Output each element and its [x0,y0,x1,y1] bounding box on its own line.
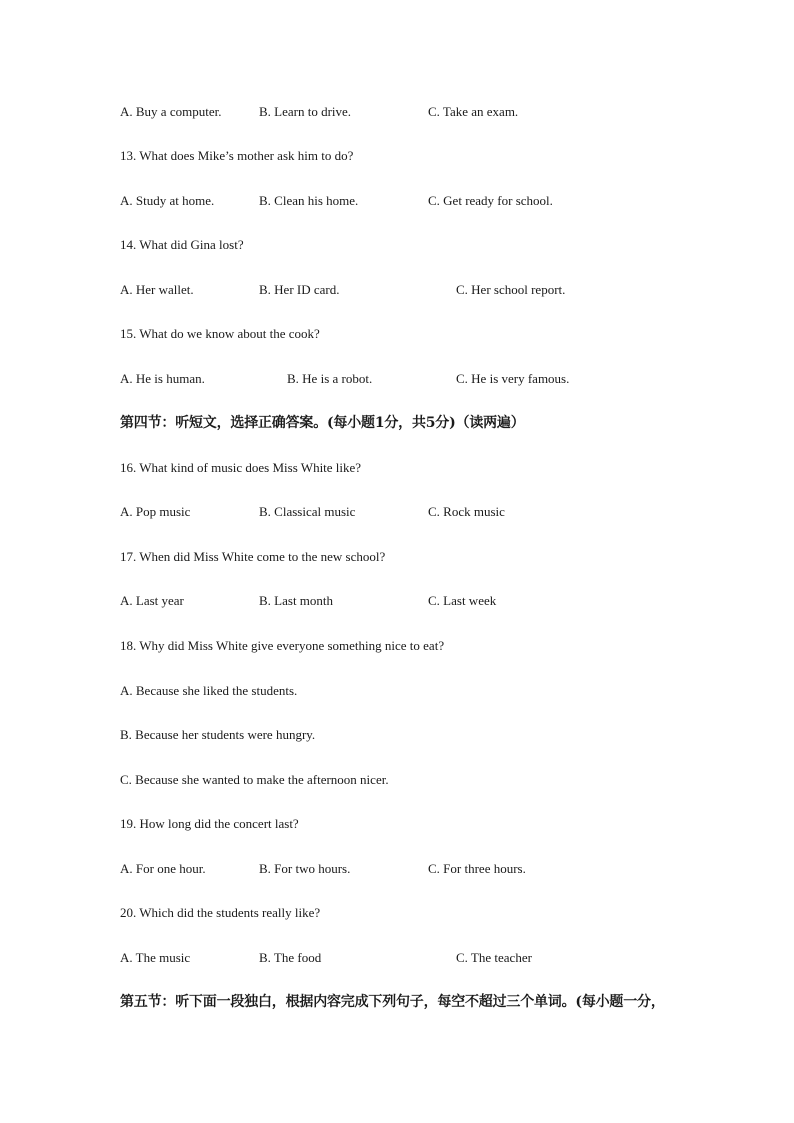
section-4-heading: 第四节：听短文，选择正确答案。(每小题1分，共5分)（读两遍） [120,415,525,431]
q12-option-c: C. Take an exam. [428,104,519,119]
q20-option-b: B. The food [259,950,322,965]
q15-option-c: C. He is very famous. [456,371,570,386]
q14-question: 14. What did Gina lost? [120,237,244,252]
q15-option-b: B. He is a robot. [287,371,373,386]
q16-option-c: C. Rock music [428,504,505,519]
q18-option-b: B. Because her students were hungry. [120,727,316,742]
q17-option-c: C. Last week [428,593,497,608]
q14-option-a: A. Her wallet. [120,282,194,297]
q20-option-a: A. The music [120,950,191,965]
q19-question: 19. How long did the concert last? [120,816,299,831]
q13-option-b: B. Clean his home. [259,193,359,208]
q20-option-c: C. The teacher [456,950,532,965]
q12-option-a: A. Buy a computer. [120,104,222,119]
q17-question: 17. When did Miss White come to the new school? [120,549,386,564]
q17-option-a: A. Last year [120,593,184,608]
q16-question: 16. What kind of music does Miss White like? [120,460,362,475]
q13-option-a: A. Study at home. [120,193,215,208]
q16-option-b: B. Classical music [259,504,356,519]
q19-option-a: A. For one hour. [120,861,206,876]
q18-question: 18. Why did Miss White give everyone something nice to eat? [120,638,445,653]
q19-option-b: B. For two hours. [259,861,351,876]
q18-option-c: C. Because she wanted to make the afternoon nicer. [120,772,389,787]
q20-question: 20. Which did the students really like? [120,905,321,920]
q14-option-b: B. Her ID card. [259,282,340,297]
q14-option-c: C. Her school report. [456,282,566,297]
q13-option-c: C. Get ready for school. [428,193,553,208]
q12-option-b: B. Learn to drive. [259,104,352,119]
q13-question: 13. What does Mike’s mother ask him to do? [120,148,354,163]
q16-option-a: A. Pop music [120,504,191,519]
q15-question: 15. What do we know about the cook? [120,326,320,341]
q18-option-a: A. Because she liked the students. [120,683,298,698]
q17-option-b: B. Last month [259,593,334,608]
q19-option-c: C. For three hours. [428,861,526,876]
section-5-heading: 第五节：听下面一段独白，根据内容完成下列句子，每空不超过三个单词。(每小题一分， [120,994,665,1010]
q15-option-a: A. He is human. [120,371,205,386]
